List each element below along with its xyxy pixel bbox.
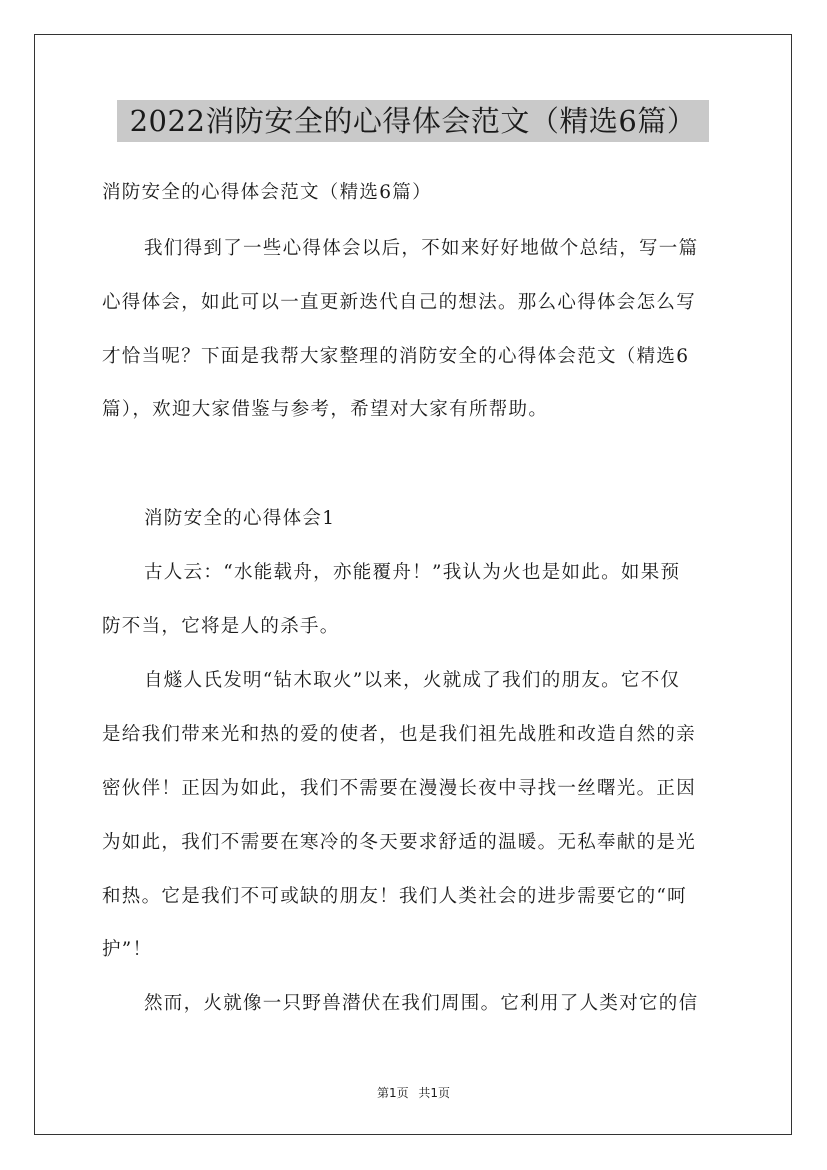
paragraph-line: 篇），欢迎大家借鉴与参考，希望对大家有所帮助。 [102, 399, 549, 420]
page-total: 共1页 [418, 1086, 451, 1100]
page-footer [0, 1084, 827, 1101]
document-title: 2022消防安全的心得体会范文（精选6篇） [117, 100, 709, 142]
paragraph-line: 护”！ [102, 939, 153, 960]
paragraph-line: 密伙伴！正因为如此，我们不需要在漫漫长夜中寻找一丝曙光。正因 [102, 778, 697, 799]
paragraph-line: 为如此，我们不需要在寒冷的冬天要求舒适的温暖。无私奉献的是光 [102, 832, 697, 853]
paragraph-line: 然而，火就像一只野兽潜伏在我们周围。它利用了人类对它的信 [144, 993, 699, 1014]
paragraph-line: 我们得到了一些心得体会以后，不如来好好地做个总结，写一篇 [144, 238, 699, 259]
paragraph-line: 才恰当呢？下面是我帮大家整理的消防安全的心得体会范文（精选6 [102, 346, 690, 367]
paragraph-line: 和热。它是我们不可或缺的朋友！我们人类社会的进步需要它的“呵 [102, 886, 687, 907]
paragraph-line: 古人云：“水能载舟，亦能覆舟！”我认为火也是如此。如果预 [144, 562, 681, 583]
paragraph-line: 心得体会，如此可以一直更新迭代自己的想法。那么心得体会怎么写 [102, 292, 697, 313]
document-subtitle: 消防安全的心得体会范文（精选6篇） [102, 182, 432, 203]
page-number: 第1页 [376, 1086, 409, 1100]
section-heading: 消防安全的心得体会1 [144, 508, 336, 529]
paragraph-line: 自燧人氏发明“钻木取火”以来，火就成了我们的朋友。它不仅 [144, 670, 681, 691]
paragraph-line: 防不当，它将是人的杀手。 [102, 616, 340, 637]
paragraph-line: 是给我们带来光和热的爱的使者，也是我们祖先战胜和改造自然的亲 [102, 724, 697, 745]
